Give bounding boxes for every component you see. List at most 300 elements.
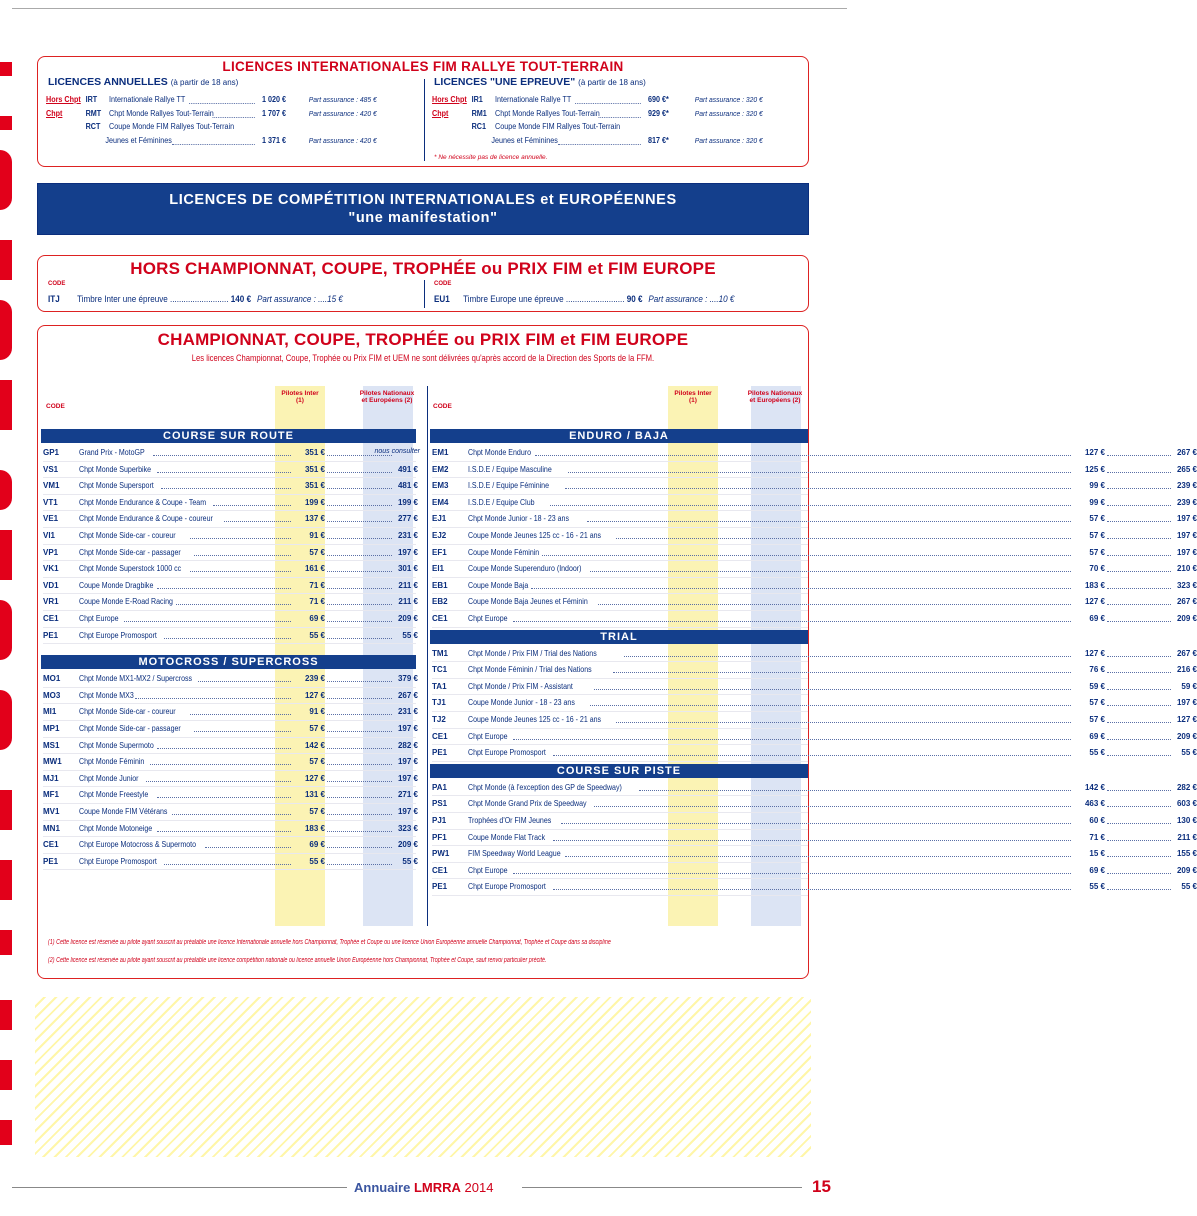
dot-leader (124, 621, 291, 622)
table-row (432, 445, 1197, 462)
dot-leader (558, 144, 641, 145)
rallye-licence-row (432, 122, 774, 134)
row-name: Coupe Monde Dragbike (79, 580, 154, 590)
row-inter-price: 127 € (1084, 597, 1105, 607)
table-row (432, 511, 1197, 528)
edge-stripe (0, 790, 12, 830)
section-header: ENDURO / BAJA (430, 429, 808, 443)
col-national-header: Pilotes Nationaux et Européens (2) (359, 390, 415, 405)
licence-assurance: Part assurance : 485 € (308, 95, 377, 104)
rallye-licence-row (432, 95, 774, 107)
row-national-price: 267 € (1176, 597, 1197, 607)
table-row (43, 787, 416, 804)
dot-leader (1107, 739, 1171, 740)
dot-leader (1107, 472, 1171, 473)
row-name: Chpt Europe (468, 865, 508, 875)
row-code: TC1 (432, 665, 448, 675)
row-name: Chpt Monde (à l'exception des GP de Speedway) (468, 782, 622, 792)
row-national-price: 197 € (1176, 547, 1197, 557)
dot-leader (553, 889, 1071, 890)
row-name: Chpt Monde MX3 (79, 690, 134, 700)
dot-leader (616, 722, 1071, 723)
footer-prefix: Annuaire (354, 1180, 411, 1195)
row-name: Chpt Monde Grand Prix de Speedway (468, 799, 587, 809)
dot-leader (176, 604, 292, 605)
row-name: I.S.D.E / Equipe Féminine (468, 481, 550, 491)
row-inter-price: 351 € (304, 481, 325, 491)
row-name: Chpt Europe Promosport (468, 748, 546, 758)
row-national-price: 271 € (397, 790, 418, 800)
dot-leader (164, 864, 291, 865)
dot-leader (157, 831, 291, 832)
row-inter-price: 57 € (1089, 547, 1105, 557)
edge-stripe (0, 116, 12, 130)
row-national-price: 239 € (1176, 481, 1197, 491)
dot-leader (553, 840, 1071, 841)
row-national-price: 481 € (397, 481, 418, 491)
row-inter-price: 199 € (304, 497, 325, 507)
licence-assurance: Part assurance : 420 € (308, 135, 377, 145)
row-code: PE1 (432, 748, 448, 758)
row-inter-price: 55 € (1089, 882, 1105, 892)
row-code: VT1 (43, 497, 58, 507)
table-row (43, 671, 416, 688)
table-row (432, 528, 1197, 545)
table-row (432, 745, 1197, 762)
row-code: GP1 (43, 448, 60, 457)
licence-code: IR1 (471, 95, 483, 104)
annual-licences-heading (48, 76, 238, 88)
rallye-box-title: LICENCES INTERNATIONALES FIM RALLYE TOUT-TERRAIN (222, 59, 624, 74)
dot-leader (587, 521, 1071, 522)
dot-leader (565, 488, 1072, 489)
row-inter-price: 183 € (304, 823, 325, 833)
row-code: EI1 (432, 564, 445, 574)
row-name: Coupe Monde Flat Track (468, 832, 546, 842)
single-event-age-note: (à partir de 18 ans) (578, 78, 646, 87)
dot-leader (327, 621, 392, 622)
table-row (43, 528, 416, 545)
dot-leader (189, 103, 255, 104)
row-national-price: 155 € (1176, 849, 1197, 859)
dot-leader (327, 814, 392, 815)
row-separator (432, 761, 808, 762)
row-national-price: 216 € (1176, 665, 1197, 675)
timbre-europe-name: Timbre Europe une épreuve (463, 294, 564, 304)
row-inter-price: 131 € (304, 790, 325, 800)
dot-leader (535, 455, 1071, 456)
dot-leader (1107, 806, 1171, 807)
dot-leader (598, 117, 641, 118)
dot-leader (1107, 689, 1171, 690)
dot-leader (613, 672, 1071, 673)
col-code-header: CODE (46, 403, 65, 410)
dot-leader (190, 571, 291, 572)
row-national-price: 603 € (1176, 799, 1197, 809)
row-inter-price: 463 € (1084, 799, 1105, 809)
row-code: MI1 (43, 707, 57, 717)
edge-stripe (0, 1120, 12, 1145)
row-name: Chpt Monde / Prix FIM - Assistant (468, 681, 573, 691)
row-name: Chpt Monde Side-car - coureur (79, 707, 176, 717)
table-row (43, 495, 416, 512)
page-number: 15 (812, 1177, 831, 1196)
table-row (432, 813, 1197, 830)
dot-leader (542, 555, 1071, 556)
section-header: COURSE SUR ROUTE (41, 429, 416, 443)
row-code: EM2 (432, 464, 449, 474)
row-code: VS1 (43, 464, 59, 474)
table-row (432, 495, 1197, 512)
licence-price: 690 €* (648, 95, 669, 104)
dot-leader (327, 505, 392, 506)
dot-leader (198, 681, 291, 682)
row-name: Chpt Monde Supersport (79, 481, 154, 491)
dot-leader (164, 638, 291, 639)
championnat-subtitle: Les licences Championnat, Coupe, Trophée ou Prix FIM et UEM ne sont délivrées qu'après accord de la Direction des Sports de la FFM. (191, 353, 655, 363)
table-row (432, 846, 1197, 863)
dot-leader (1107, 505, 1171, 506)
row-national-price: 267 € (397, 690, 418, 700)
table-row (432, 729, 1197, 746)
table-row (43, 704, 416, 721)
row-national-price: 301 € (397, 564, 418, 574)
row-national-price: 379 € (397, 674, 418, 684)
rallye-licence-row (432, 109, 774, 121)
row-code: CE1 (432, 731, 448, 741)
timbre-europe-assurance: Part assurance : ....10 € (648, 294, 735, 304)
dot-leader (327, 847, 392, 848)
dot-leader (531, 588, 1071, 589)
row-name: Grand Prix - MotoGP (79, 448, 145, 457)
row-code: MW1 (43, 757, 62, 767)
dot-leader (190, 538, 291, 539)
row-national-price: 197 € (397, 807, 418, 816)
row-code: TA1 (432, 681, 447, 691)
row-national-price: 197 € (397, 773, 418, 783)
timbre-inter-assurance: Part assurance : ....15 € (256, 294, 343, 304)
row-national-price: 239 € (1176, 497, 1197, 507)
hatched-area (35, 997, 811, 1157)
row-national-price: 209 € (1176, 614, 1197, 623)
table-row (432, 545, 1197, 562)
dot-leader (327, 455, 392, 456)
licence-name: Chpt Monde Rallyes Tout-Terrain (495, 108, 600, 118)
dot-leader (327, 488, 392, 489)
championnat-box (37, 325, 1197, 979)
table-row (432, 695, 1197, 712)
table-row (432, 594, 1197, 611)
row-name: Coupe Monde Jeunes 125 cc - 16 - 21 ans (468, 531, 602, 540)
row-national-price: 231 € (397, 707, 418, 717)
licence-name: Jeunes et Féminines (105, 135, 172, 145)
row-inter-price: 55 € (1089, 748, 1105, 758)
row-national-price: 211 € (1177, 832, 1197, 842)
table-row (43, 611, 416, 628)
dot-leader (327, 472, 392, 473)
licence-assurance: Part assurance : 320 € (694, 95, 763, 104)
row-name: Chpt Monde Superstock 1000 cc (79, 564, 182, 574)
dot-leader (1107, 755, 1171, 756)
dot-leader (1107, 856, 1171, 857)
row-inter-price: 142 € (304, 740, 325, 750)
dot-leader (590, 571, 1071, 572)
row-name: Chpt Monde Féminin (79, 757, 145, 767)
row-separator (43, 643, 416, 644)
row-national-price: 267 € (1176, 448, 1197, 457)
table-row (43, 578, 416, 595)
table-row (43, 771, 416, 788)
table-row (43, 445, 420, 462)
code-label: CODE (434, 281, 452, 287)
dot-leader (327, 555, 392, 556)
table-row (432, 611, 1197, 628)
dot-leader (172, 814, 291, 815)
row-name: Chpt Monde Superbike (79, 464, 152, 474)
row-name: Coupe Monde E-Road Racing (79, 597, 173, 607)
row-code: CE1 (43, 614, 59, 623)
row-code: EM3 (432, 481, 449, 491)
licence-code: RM1 (471, 108, 487, 118)
timbre-europe-code: EU1 (434, 294, 450, 304)
dot-leader (1107, 873, 1171, 874)
row-inter-price: 15 € (1089, 849, 1105, 859)
row-name: Coupe Monde Superenduro (Indoor) (468, 564, 582, 574)
timbre-europe-row: EU1 Timbre Europe une épreuve .......................... 90 € Part assurance : ....10 € (434, 294, 735, 304)
row-inter-price: 183 € (1084, 580, 1105, 590)
edge-stripe (0, 1060, 12, 1090)
section-header: MOTOCROSS / SUPERCROSS (41, 655, 416, 669)
dot-leader (327, 714, 392, 715)
dot-leader (194, 731, 291, 732)
licence-code: RCT (85, 122, 101, 131)
row-inter-price: 127 € (304, 773, 325, 783)
row-code: MP1 (43, 724, 60, 733)
row-code: MO3 (43, 690, 61, 700)
table-row (432, 863, 1197, 880)
row-inter-price: 71 € (1089, 832, 1105, 842)
table-row (43, 462, 416, 479)
dot-leader (568, 472, 1071, 473)
row-inter-price: 125 € (1084, 464, 1105, 474)
licence-name: Jeunes et Féminines (491, 135, 558, 145)
table-row (432, 462, 1197, 479)
row-national-price: 197 € (1176, 698, 1197, 708)
edge-stripe (0, 240, 12, 280)
hors-championnat-box (37, 255, 809, 312)
single-event-heading (434, 76, 646, 88)
row-name: Chpt Europe (79, 614, 119, 623)
row-inter-price: 69 € (1089, 614, 1105, 623)
dot-leader (157, 748, 291, 749)
table-row (43, 821, 416, 838)
row-name: Trophées d'Or FIM Jeunes (468, 816, 552, 825)
dot-leader (1107, 889, 1171, 890)
row-name: FIM Speedway World League (468, 849, 561, 859)
col-national-header: Pilotes Nationaux et Européens (2) (747, 390, 803, 405)
row-code: VI1 (43, 531, 56, 540)
column-divider (424, 79, 425, 161)
rallye-licence-row (46, 95, 388, 107)
licence-code: RMT (85, 108, 102, 118)
row-code: MF1 (43, 790, 59, 800)
row-name: Chpt Europe Promosport (79, 630, 157, 640)
edge-stripe (0, 300, 12, 360)
row-inter-price: 137 € (304, 514, 325, 524)
row-national-price: 323 € (1176, 580, 1197, 590)
table-row (432, 646, 1197, 663)
row-code: VP1 (43, 547, 59, 557)
edge-stripe (0, 380, 12, 430)
row-name: Chpt Europe (468, 614, 508, 623)
row-national-price: 197 € (1176, 514, 1197, 524)
row-code: EB1 (432, 580, 448, 590)
row-inter-price: 71 € (309, 580, 325, 590)
dot-leader (1107, 455, 1171, 456)
table-row (43, 754, 416, 771)
asterisk-note: * Ne nécessite pas de licence annuelle. (434, 154, 548, 161)
row-inter-price: 57 € (1089, 698, 1105, 708)
dot-leader (561, 823, 1071, 824)
timbre-inter-name: Timbre Inter une épreuve (77, 294, 168, 304)
row-national-price: 277 € (397, 514, 418, 524)
licence-name: Internationale Rallye TT (495, 95, 572, 104)
table-row (43, 854, 416, 871)
row-inter-price: 91 € (309, 707, 325, 717)
edge-stripe (0, 150, 12, 210)
timbre-inter-row: ITJ Timbre Inter une épreuve .......................... 140 € Part assurance : ....15 € (48, 294, 343, 304)
edge-stripe (0, 530, 12, 580)
row-name: Chpt Monde MX1-MX2 / Supercross (79, 674, 193, 684)
row-code: VK1 (43, 564, 59, 574)
row-inter-price: 60 € (1089, 816, 1105, 825)
timbre-europe-price: 90 € (626, 294, 643, 304)
timbre-inter-code: ITJ (48, 294, 60, 304)
dot-leader (594, 689, 1071, 690)
licence-scope-tag: Chpt (46, 108, 63, 118)
row-code: EM1 (432, 448, 449, 457)
dot-leader (550, 505, 1071, 506)
row-code: VR1 (43, 597, 59, 607)
row-code: PF1 (432, 832, 447, 842)
licence-assurance: Part assurance : 320 € (694, 135, 763, 145)
table-row (432, 561, 1197, 578)
single-event-title: LICENCES "UNE EPREUVE" (434, 76, 576, 88)
table-row (432, 780, 1197, 797)
dot-leader (224, 521, 291, 522)
row-inter-price: 57 € (309, 807, 325, 816)
row-inter-price: 69 € (309, 840, 325, 850)
row-code: VD1 (43, 580, 59, 590)
dot-leader (1107, 538, 1171, 539)
row-inter-price: 99 € (1089, 481, 1105, 491)
dot-leader (513, 873, 1071, 874)
table-row (43, 545, 416, 562)
table-row (43, 511, 416, 528)
row-national-price: 127 € (1176, 715, 1197, 724)
row-inter-price: 57 € (1089, 715, 1105, 724)
edge-stripe (0, 860, 12, 900)
dot-leader (213, 505, 292, 506)
licence-price: 1 371 € (262, 135, 287, 145)
edge-stripe (0, 690, 12, 750)
row-code: MN1 (43, 823, 60, 833)
table-row (43, 594, 416, 611)
footer-rule-left (12, 1187, 347, 1188)
dot-leader (598, 604, 1071, 605)
row-code: PW1 (432, 849, 450, 859)
rallye-licence-row (46, 136, 388, 148)
table-row (43, 721, 416, 738)
hors-championnat-title: HORS CHAMPIONNAT, COUPE, TROPHÉE ou PRIX FIM et FIM EUROPE (130, 259, 716, 278)
row-code: PE1 (432, 882, 448, 892)
row-code: CE1 (432, 614, 448, 623)
row-name: Chpt Monde Féminin / Trial des Nations (468, 665, 592, 675)
row-code: TJ1 (432, 698, 446, 708)
rallye-licence-row (46, 122, 388, 134)
row-name: Coupe Monde Junior - 18 - 23 ans (468, 698, 575, 708)
table-row (43, 561, 416, 578)
row-separator (432, 627, 808, 628)
dot-leader (1107, 555, 1171, 556)
edge-stripe (0, 600, 12, 660)
row-name: Chpt Europe Promosport (79, 856, 157, 866)
table-row (43, 628, 416, 645)
licence-scope-tag: Chpt (432, 108, 449, 118)
row-name: Chpt Monde Endurance & Coupe - coureur (79, 514, 213, 524)
edge-stripe (0, 62, 12, 76)
row-national-price: 209 € (397, 840, 418, 850)
footer-year: 2014 (464, 1180, 494, 1195)
footer-title (354, 1180, 493, 1195)
dot-leader (553, 755, 1071, 756)
dot-leader (1107, 840, 1171, 841)
row-name: Chpt Monde Freestyle (79, 790, 149, 800)
row-inter-price: 57 € (309, 547, 325, 557)
row-name: Coupe Monde Féminin (468, 547, 540, 557)
row-inter-price: 351 € (304, 448, 325, 457)
dot-leader (575, 103, 641, 104)
row-code: EB2 (432, 597, 448, 607)
row-inter-price: 127 € (304, 690, 325, 700)
row-inter-price: 161 € (304, 564, 325, 574)
dot-leader (194, 555, 291, 556)
dot-leader (1107, 571, 1171, 572)
table-row (43, 837, 416, 854)
dot-leader (513, 621, 1071, 622)
banner-line-2: "une manifestation" (348, 210, 498, 226)
dot-leader (513, 739, 1071, 740)
row-national-price: 323 € (397, 823, 418, 833)
table-row (43, 688, 416, 705)
dot-leader (1107, 521, 1171, 522)
rallye-licence-row (432, 136, 774, 148)
licence-price: 1 707 € (262, 108, 287, 118)
row-inter-price: 57 € (1089, 514, 1105, 524)
dot-leader (1107, 790, 1171, 791)
table-row (432, 796, 1197, 813)
row-code: TJ2 (432, 715, 446, 724)
row-name: Coupe Monde Baja Jeunes et Féminin (468, 597, 588, 607)
col-code-header: CODE (433, 403, 452, 410)
row-name: Chpt Monde Enduro (468, 448, 532, 457)
rallye-licence-row (46, 109, 388, 121)
row-national-price: 211 € (398, 580, 418, 590)
table-row (432, 830, 1197, 847)
row-code: MJ1 (43, 773, 59, 783)
row-inter-price: 69 € (1089, 731, 1105, 741)
row-separator (43, 869, 416, 870)
